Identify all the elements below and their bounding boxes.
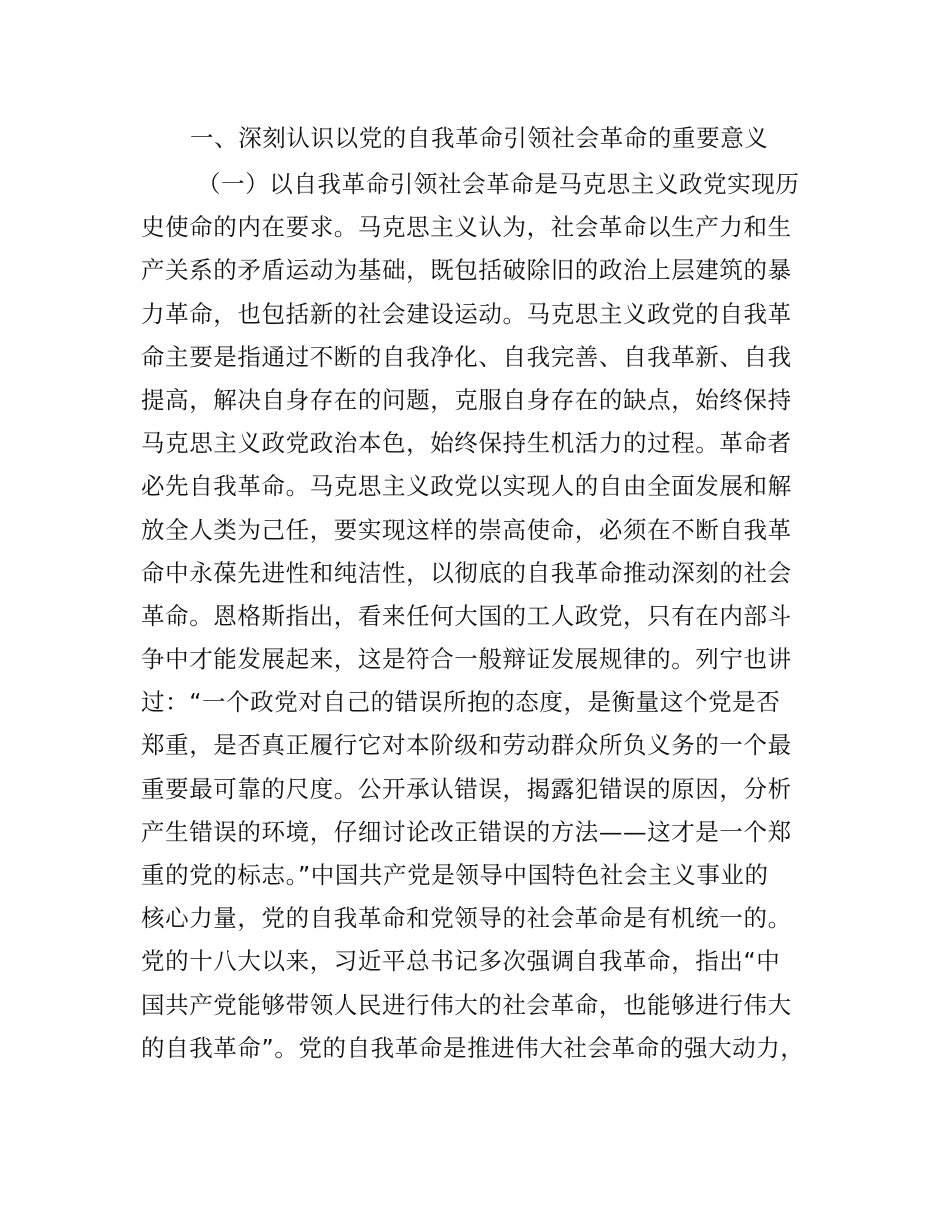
paragraph-line: 党的十八大以来，习近平总书记多次强调自我革命，指出“中 [141,947,781,976]
paragraph-line: 产关系的矛盾运动为基础，既包括破除旧的政治上层建筑的暴 [141,256,792,285]
paragraph-line: 的自我革命”。党的自我革命是推进伟大社会革命的强大动力， [141,1033,805,1062]
paragraph-line: 提高，解决自身存在的问题，克服自身存在的缺点，始终保持 [141,385,792,414]
section-heading: 一、深刻认识以党的自我革命引领社会革命的重要意义 [190,124,769,152]
paragraph-line: 核心力量，党的自我革命和党领导的社会革命是有机统一的。 [141,904,792,933]
paragraph-line: 郑重，是否真正履行它对本阶级和劳动群众所负义务的一个最 [141,731,792,760]
paragraph-line: 重要最可靠的尺度。公开承认错误，揭露犯错误的原因，分析 [141,774,792,803]
paragraph-line: 命中永葆先进性和纯洁性，以彻底的自我革命推动深刻的社会 [141,558,792,587]
paragraph-line: 力革命，也包括新的社会建设运动。马克思主义政党的自我革 [141,299,792,328]
paragraph-line: 史使命的内在要求。马克思主义认为，社会革命以生产力和生 [141,213,792,242]
paragraph-body [141,163,821,1070]
paragraph-line: （一）以自我革命引领社会革命是马克思主义政党实现历 [197,170,800,198]
paragraph-line: 必先自我革命。马克思主义政党以实现人的自由全面发展和解 [141,472,792,501]
paragraph-line: 重的党的标志。”中国共产党是领导中国特色社会主义事业的 [141,861,769,889]
paragraph-line: 产生错误的环境，仔细讨论改正错误的方法——这才是一个郑 [141,817,792,846]
paragraph-line: 放全人类为己任，要实现这样的崇高使命，必须在不断自我革 [141,515,792,544]
paragraph-line: 过：“一个政党对自己的错误所抱的态度，是衡量这个党是否 [141,688,781,717]
paragraph-line: 争中才能发展起来，这是符合一般辩证发展规律的。列宁也讲 [141,645,792,674]
paragraph-line: 革命。恩格斯指出，看来任何大国的工人政党，只有在内部斗 [141,601,792,630]
paragraph-line: 国共产党能够带领人民进行伟大的社会革命，也能够进行伟大 [141,990,792,1019]
paragraph-line: 命主要是指通过不断的自我净化、自我完善、自我革新、自我 [141,342,792,371]
paragraph-line: 马克思主义政党政治本色，始终保持生机活力的过程。革命者 [141,429,792,458]
